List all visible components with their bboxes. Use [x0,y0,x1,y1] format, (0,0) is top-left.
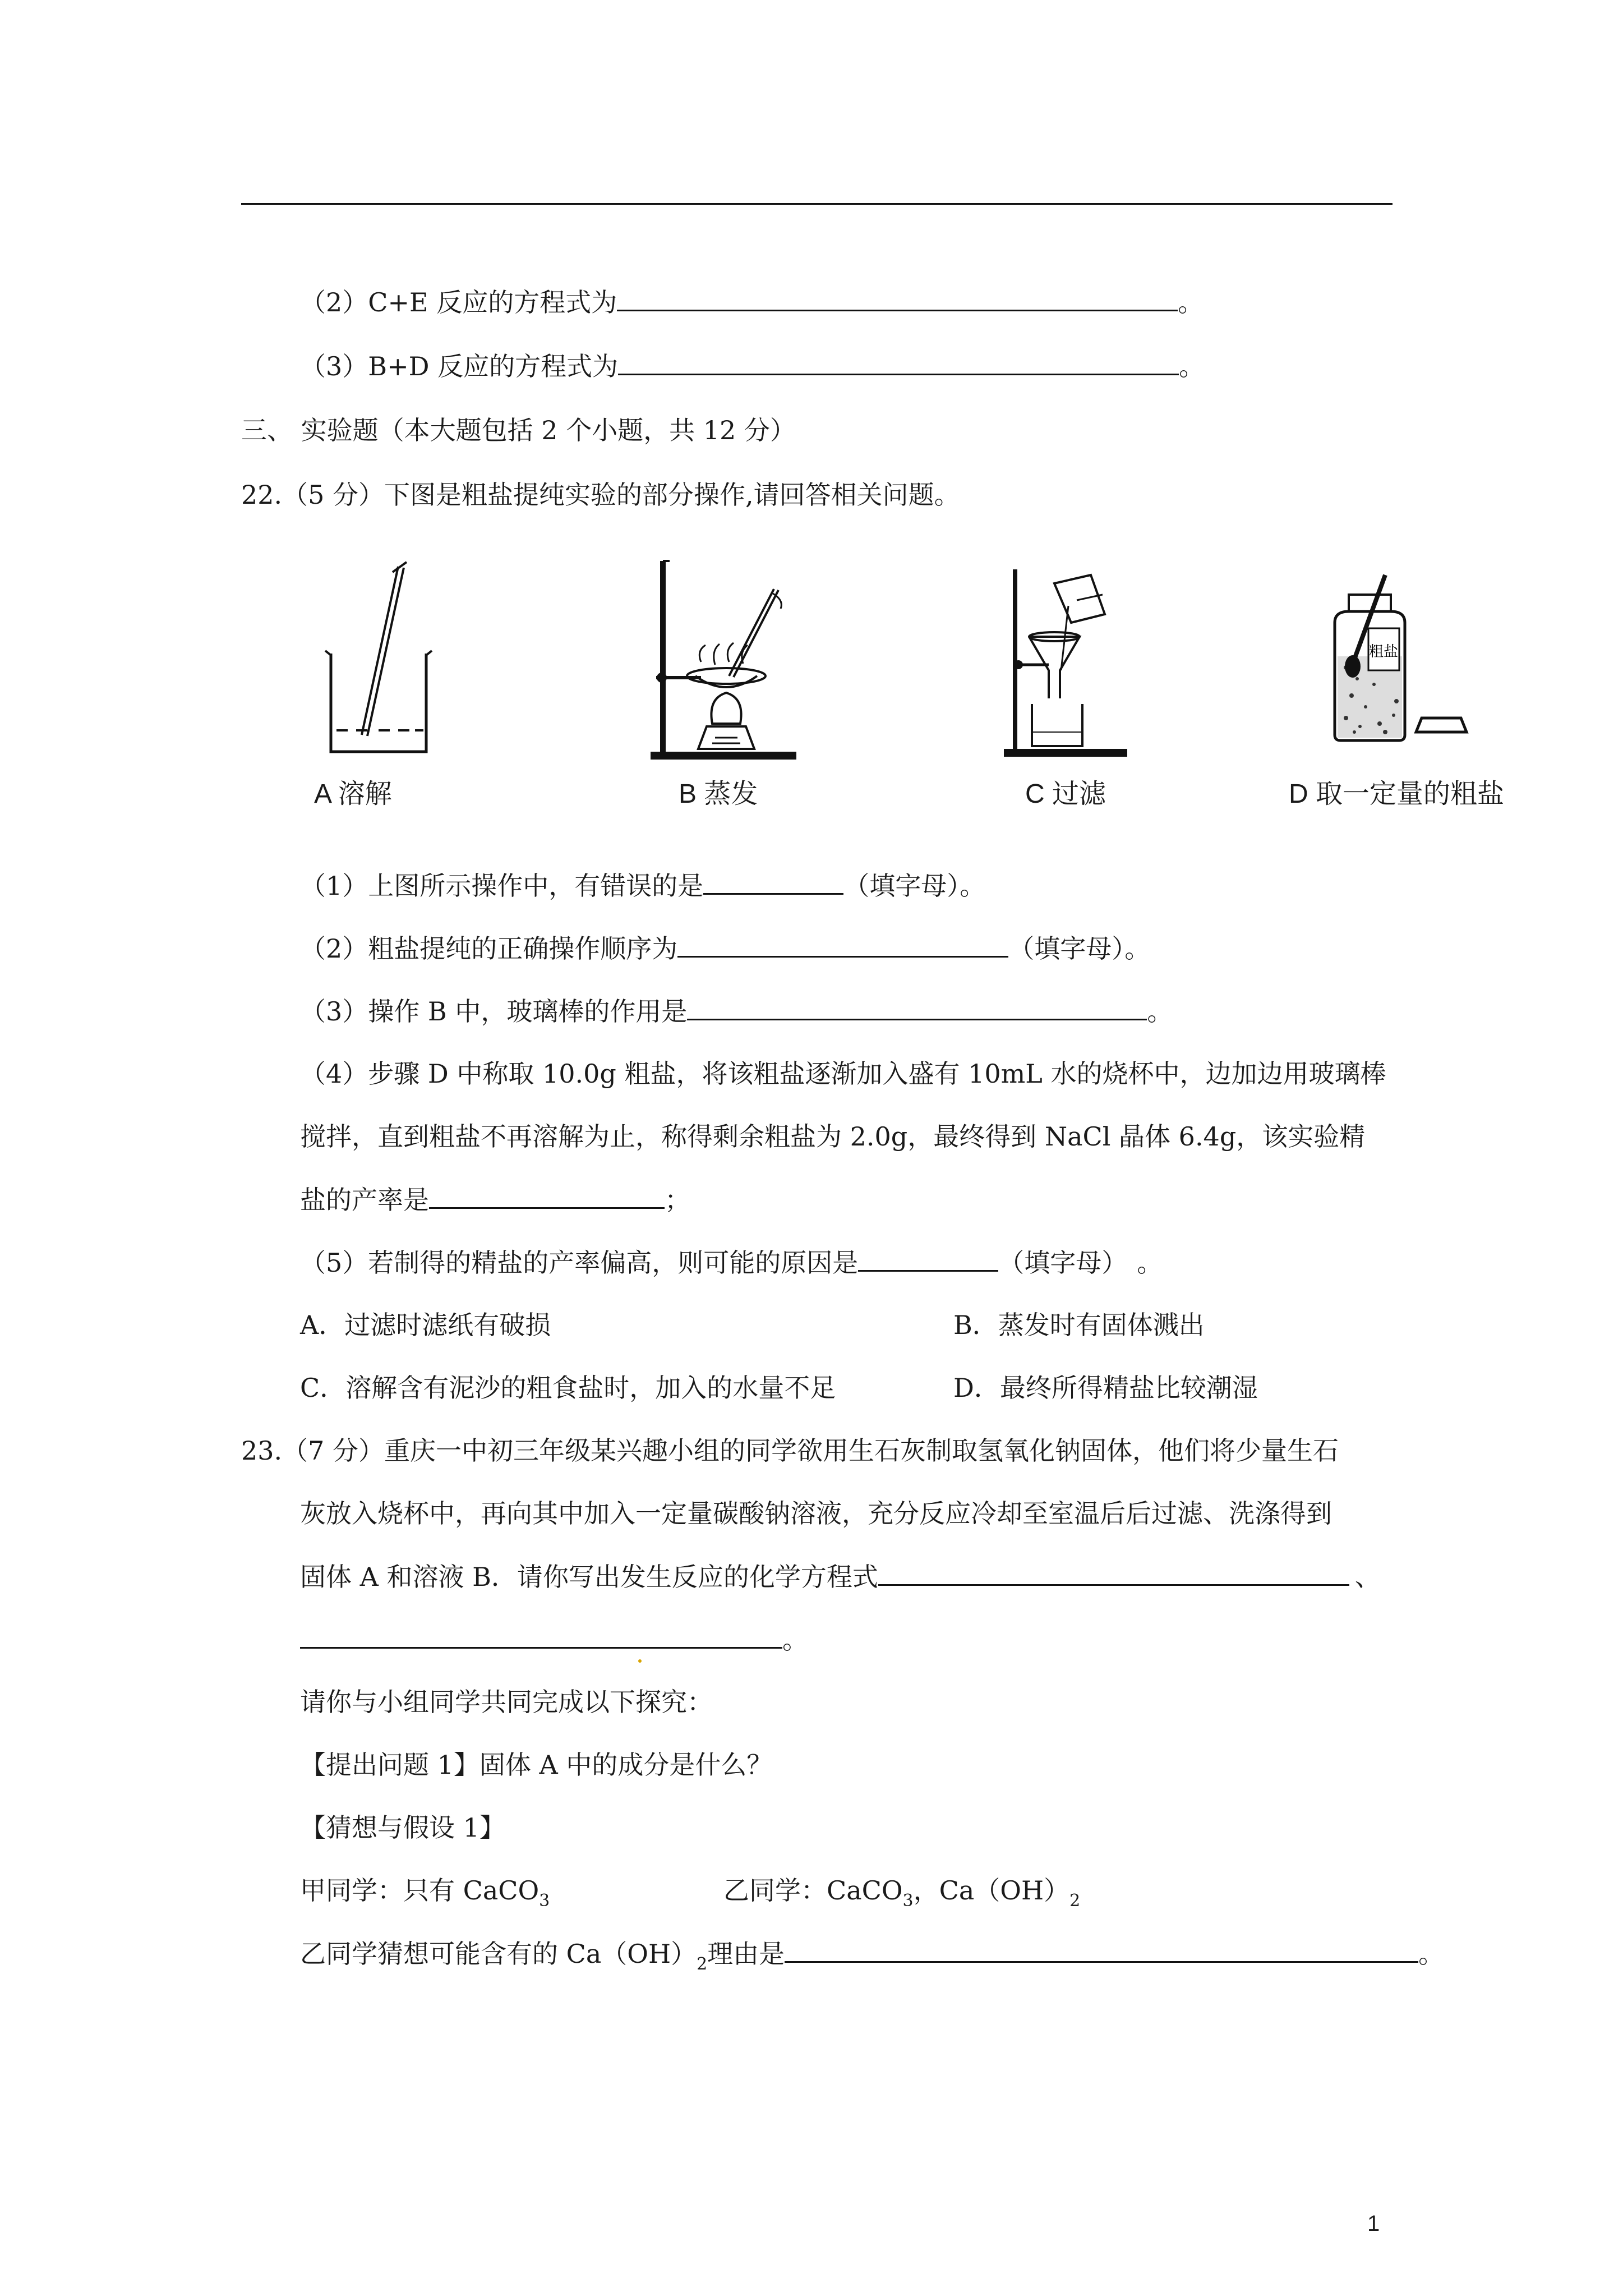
q21-part2 [300,285,1204,319]
answer-blank[interactable] [703,868,843,895]
q23-stem-line4 [300,1622,808,1657]
q23-stem-line2: 灰放入烧杯中，再向其中加入一定量碳酸钠溶液，充分反应冷却至室温后后过滤、洗涤得到 [300,1498,1332,1529]
hint: （填字母） [998,1248,1115,1278]
answer-blank[interactable] [878,1559,1349,1586]
q22-part4-text: 盐的产率是 [300,1185,429,1215]
beaker-dissolve-diagram [314,555,449,757]
jar-label: 粗盐 [1368,643,1399,660]
figure-a-caption: A 溶解 [314,779,392,809]
punct: 。 [1179,351,1205,381]
option-b: B．蒸发时有固体溅出 [953,1310,1205,1340]
answer-blank[interactable] [785,1936,1418,1963]
reason-text: 乙同学猜想可能含有的 Ca（OH） [300,1939,697,1969]
punct: 。 [1418,1939,1445,1969]
subscript: 2 [1069,1891,1081,1911]
q21-part3-text: （3）B+D 反应的方程式为 [300,351,619,381]
q23-ask1: 【提出问题 1】固体 A 中的成分是什么？ [300,1750,773,1780]
figure-d-caption: D 取一定量的粗盐 [1289,779,1505,809]
q21-part2-text: （2）C+E 反应的方程式为 [300,287,617,318]
q23-stem-line3 [300,1559,1381,1594]
q22-part4-line1: （4）步骤 D 中称取 10.0g 粗盐，将该粗盐逐渐加入盛有 10mL 水的烧杯中，边加边用玻璃棒 [300,1059,1386,1089]
subscript: 2 [697,1954,708,1974]
salt-jar-diagram [1312,572,1492,752]
q23-explore: 请你与小组同学共同完成以下探究： [300,1687,713,1717]
punct: 、 [1354,1562,1381,1592]
q22-part3 [300,994,1173,1028]
option-d: D．最终所得精盐比较潮湿 [953,1373,1258,1403]
section-heading: 三、 实验题（本大题包括 2 个小题，共 12 分） [241,415,796,445]
page-number: 1 [1367,2211,1380,2236]
q22-part1 [300,868,985,903]
figure-c-caption: C 过滤 [1025,779,1106,809]
yi-text: 乙同学：CaCO [723,1875,903,1906]
q22-part3-text: （3）操作 B 中，玻璃棒的作用是 [300,996,688,1027]
figure-b-caption: B 蒸发 [679,779,758,809]
q22-part2-text: （2）粗盐提纯的正确操作顺序为 [300,933,678,964]
q22-part4-line3 [300,1182,690,1217]
yi-guess [723,1874,1080,1911]
stray-dot [638,1659,642,1663]
evaporation-diagram [645,555,802,763]
answer-blank[interactable] [858,1245,998,1272]
jia-text: 甲同学：只有 CaCO [300,1875,540,1906]
punct: 。 [1137,1248,1163,1278]
option-a: A．过滤时滤纸有破损 [300,1310,551,1340]
q22-part5 [300,1245,1163,1280]
subscript: 3 [902,1891,914,1911]
q22-part1-text: （1）上图所示操作中，有错误的是 [300,871,704,901]
q23-stem-line1: 23.（7 分）重庆一中初三年级某兴趣小组的同学欲用生石灰制取氢氧化钠固体，他们将少量生石 [241,1435,1339,1466]
yi-reason [300,1936,1444,1975]
answer-blank[interactable] [618,349,1179,375]
q23-guess1: 【猜想与假设 1】 [300,1812,505,1843]
punct: 。 [1147,996,1173,1027]
answer-blank[interactable] [687,994,1147,1020]
answer-blank[interactable] [300,1622,782,1649]
jia-guess [300,1874,550,1911]
q23-stem-text: 固体 A 和溶液 B．请你写出发生反应的化学方程式 [300,1562,878,1592]
subscript: 3 [539,1891,550,1911]
filtration-diagram [998,553,1144,760]
yi-text: ，Ca（OH） [913,1875,1070,1906]
q22-part5-text: （5）若制得的精盐的产率偏高，则可能的原因是 [300,1248,859,1278]
answer-blank[interactable] [677,931,1008,958]
q22-part4-line2: 搅拌，直到粗盐不再溶解为止，称得剩余粗盐为 2.0g，最终得到 NaCl 晶体 6.4g，该实验精 [300,1121,1366,1152]
hint: （填字母）。 [1008,933,1151,964]
reason-text: 理由是 [707,1939,785,1969]
hint: （填字母）。 [843,871,986,901]
punct: 。 [1178,287,1204,318]
q22-part2 [300,931,1150,965]
punct: ； [665,1185,690,1215]
header-rule [241,203,1393,205]
option-c: C．溶解含有泥沙的粗食盐时，加入的水量不足 [300,1373,836,1403]
q22-stem: 22.（5 分）下图是粗盐提纯实验的部分操作,请回答相关问题。 [241,480,960,510]
q21-part3 [300,349,1205,383]
answer-blank[interactable] [617,285,1178,311]
punct: 。 [782,1625,808,1655]
answer-blank[interactable] [429,1182,665,1209]
